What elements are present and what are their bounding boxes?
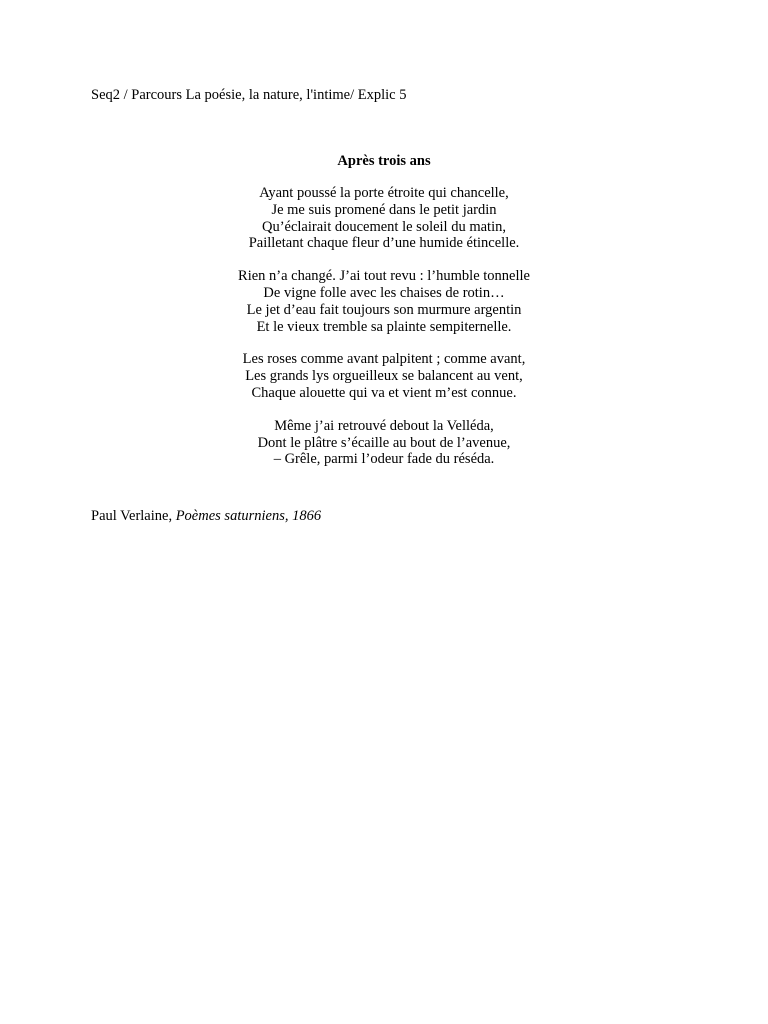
verse-line: De vigne folle avec les chaises de rotin… bbox=[263, 284, 505, 301]
verse-line: Même j’ai retrouvé debout la Velléda, bbox=[274, 417, 494, 434]
poem-title: Après trois ans bbox=[337, 153, 431, 169]
verse-line: Pailletant chaque fleur d’une humide étincelle. bbox=[248, 235, 520, 252]
verse-line: Je me suis promené dans le petit jardin bbox=[271, 201, 497, 218]
verse-line: Les grands lys orgueilleux se balancent au vent, bbox=[245, 368, 523, 385]
stanza-4 bbox=[0, 418, 768, 468]
author-name: Paul Verlaine, bbox=[91, 508, 176, 524]
verse-line: Rien n’a changé. J’ai tout revu : l’humble tonnelle bbox=[238, 268, 530, 285]
verse-line: Dont le plâtre s’écaille au bout de l’avenue, bbox=[257, 434, 511, 451]
verse-line: Chaque alouette qui va et vient m’est connue. bbox=[251, 384, 517, 401]
verse-line: Qu’éclairait doucement le soleil du matin, bbox=[261, 218, 506, 235]
sequence-header: Seq2 / Parcours La poésie, la nature, l'intime/ Explic 5 bbox=[91, 87, 407, 103]
verse-line: Ayant poussé la porte étroite qui chancelle, bbox=[259, 185, 509, 201]
stanza-3 bbox=[0, 351, 768, 401]
verse-line: – Grêle, parmi l’odeur fade du réséda. bbox=[273, 451, 495, 468]
poem bbox=[0, 152, 768, 484]
stanza-1 bbox=[0, 185, 768, 252]
verse-line: Et le vieux tremble sa plainte sempiternelle. bbox=[256, 318, 512, 335]
work-title: Poèmes saturniens, 1866 bbox=[175, 508, 322, 524]
verse-line: Le jet d’eau fait toujours son murmure argentin bbox=[246, 301, 522, 318]
stanza-2 bbox=[0, 268, 768, 335]
verse-line: Les roses comme avant palpitent ; comme avant, bbox=[242, 351, 526, 368]
attribution bbox=[91, 507, 321, 525]
